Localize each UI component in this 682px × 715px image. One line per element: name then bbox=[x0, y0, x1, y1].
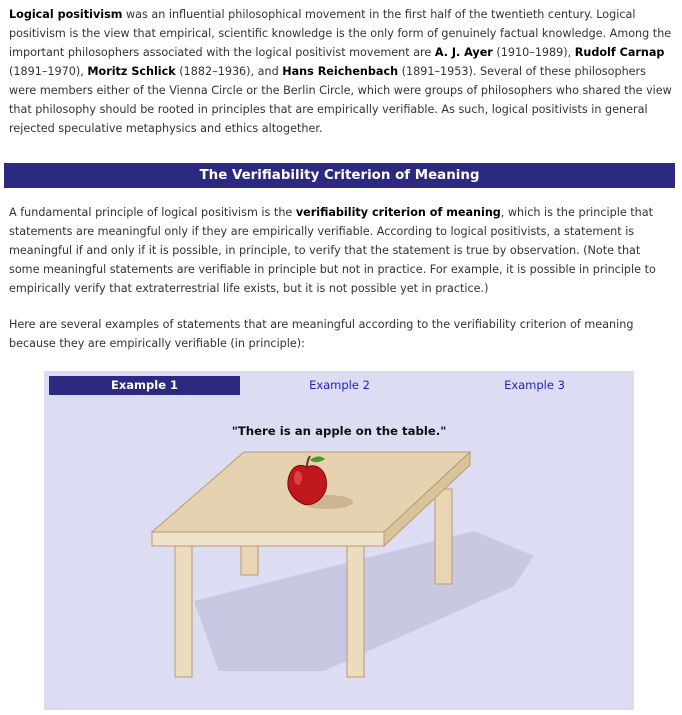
philosopher-ayer: A. J. Ayer bbox=[434, 46, 493, 59]
section-heading: The Verifiability Criterion of Meaning bbox=[4, 163, 675, 188]
table-leg-back-right bbox=[435, 489, 452, 584]
intro-paragraph: Logical positivism was an influential philosophical movement in the first half of the twentieth century. Logical positivism is the view that empirical, scientific knowledge is the only form of genuinely factual knowledge. Among the important philosophers associated with the logical positivist movement are A. J. Ayer (1910–1989), Rudolf Carnap (1891–1970), Moritz Schlick (1882–1936), and Hans Reichenbach (1891–1953). Several of these philosophers were members either of the Vienna Circle or the Berlin Circle, which were groups of philosophers who shared the view that philosophy should be rooted in principles that are empirically verifiable. As such, logical positivists in general rejected speculative metaphysics and ethics altogether. bbox=[9, 8, 672, 135]
philosopher-schlick: Moritz Schlick bbox=[87, 65, 176, 78]
tab-example-1[interactable]: Example 1 bbox=[49, 376, 240, 395]
term-verifiability-criterion: verifiability criterion of meaning bbox=[295, 206, 501, 219]
examples-intro-paragraph: Here are several examples of statements that are meaningful according to the verifiability criterion of meaning because they are empirically verifiable (in principle): bbox=[9, 318, 634, 350]
tab-example-2[interactable]: Example 2 bbox=[309, 378, 370, 392]
table-leg-front-right bbox=[347, 546, 364, 677]
example-statement: "There is an apple on the table." bbox=[231, 424, 447, 438]
apple-on-table-illustration bbox=[44, 371, 634, 710]
table-front-edge bbox=[152, 532, 384, 546]
examples-panel bbox=[44, 371, 634, 710]
philosopher-reichenbach: Hans Reichenbach bbox=[282, 65, 399, 78]
tab-example-3[interactable]: Example 3 bbox=[504, 378, 565, 392]
criterion-paragraph: A fundamental principle of logical positivism is the verifiability criterion of meaning, which is the principle that statements are meaningful only if they are empirically verifiable. According to logical positivists, a statement is meaningful if and only if it is possible, in principle, to verify that the statement is true by observation. (Note that some meaningful statements are verifiable in principle but not in practice. For example, it is possible in principle to empirically verify that extraterrestrial life exists, but it is not possible yet in practice.) bbox=[9, 206, 656, 295]
table-leg-front-left bbox=[175, 546, 192, 677]
term-logical-positivism: Logical positivism bbox=[9, 8, 123, 21]
philosopher-carnap: Rudolf Carnap bbox=[574, 46, 665, 59]
